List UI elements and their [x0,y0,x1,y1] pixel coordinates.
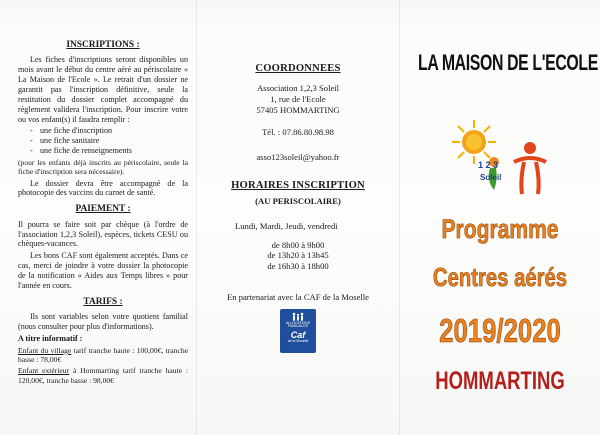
address-line: 1, rue de l'Ecole [270,93,326,104]
paiement-caf: Les bons CAF sont également acceptés. Dans ce cas, merci de joindre à votre dossier la photocopie de la notification « Aides aux Temps libres » pour l'année en cours. [18,251,188,290]
panel-info [0,0,196,435]
soleil-logo [450,118,570,198]
paiement-text: Il pourra se faire soit par chèque (à l'ordre de l'association 1,2,3 Soleil), espèces, tickets CESU ou chèques-vacances. [18,219,188,249]
paiement-title: PAIEMENT : [75,204,131,215]
brand-title: LA MAISON DE L'ECOLE [418,50,598,75]
inscriptions-title: INSCRIPTIONS : [66,40,140,50]
caf-logo [280,309,316,353]
caf-logo-caf: Caf [290,330,306,341]
email-address[interactable]: asso123soleil@yahoo.fr [256,152,340,163]
tarifs-title: TARIFS : [83,296,123,307]
horaires-slot: de 16h30 à 18h00 [267,261,329,272]
panel-contact [197,0,399,435]
address-line: 57405 HOMMARTING [256,104,340,115]
programme-heading: Programme [441,214,559,244]
horaires-subtitle: (AU PERISCOLAIRE) [255,196,341,207]
inscriptions-list [18,126,188,156]
sun-children-icon [450,118,570,198]
inscriptions-vaccins: Le dossier devra être accompagné de la photocopie des vaccins du carnet de santé. [18,178,188,198]
partner-text: En partenariat avec la CAF de la Moselle [227,291,369,302]
tarifs-text: Ils sont variables selon votre quotient familial (nous consulter pour plus d'informations). [18,312,188,332]
tarif-village-price: tarif tranche haute : 100,00€, tranche basse : 78,00€ [18,345,189,365]
tarif-village [18,346,188,365]
tarifs-info-label: A titre informatif : [18,333,83,343]
list-item: - une fiche de renseignements [40,146,188,156]
caf-logo-small: ALLOCATIONS FAMILIALES [285,320,311,329]
horaires-slot: de 13h20 à 13h45 [267,250,329,261]
phone-number: Tél. : 07.86.80.98.98 [262,127,334,138]
coordonnees-title: COORDONNEES [255,63,341,74]
horaires-days: Lundi, Mardi, Jeudi, vendredi [235,220,338,231]
town-heading: HOMMARTING [435,367,565,395]
tarif-village-label: Enfant du village [18,345,72,355]
inscriptions-text: Les fiches d'inscriptions seront disponibles un mois avant le début du centre aéré au périscolaire « La Maison de l'Ecole ». Le retrait d'un dossier ne garantit pas l'inscription définitive, seule la restitution du dossier complet accompagné du règlement validera l'inscription. Pour inscrire votre ou vos enfant(s) il faudra remplir : [18,55,188,124]
tarif-exterieur [18,366,188,385]
panel-cover [400,0,600,435]
caf-logo-sub: de la Moselle [287,339,309,344]
list-item: - une fiche d'inscription [40,126,188,136]
tarif-exterieur-price: à Hommarting tarif tranche haute : 120,00€, tranche basse : 98,00€ [18,366,188,385]
address-line: Association 1,2,3 Soleil [256,83,340,94]
list-item: - une fiche sanitaire [40,136,188,146]
logo-word: Soleil [480,173,502,182]
horaires-slot: de 8h00 à 9h00 [271,239,325,250]
horaires-title: HORAIRES INSCRIPTION [231,179,365,191]
logo-numbers: 1 2 3 [478,160,499,170]
year-heading: 2019/2020 [439,312,561,349]
centres-heading: Centres aérés [432,262,568,292]
inscriptions-note: (pour les enfants déjà inscrits au périscolaire, seule la fiche d'inscription sera nécessaire). [18,158,188,177]
tarif-exterieur-label: Enfant extérieur [18,366,70,376]
